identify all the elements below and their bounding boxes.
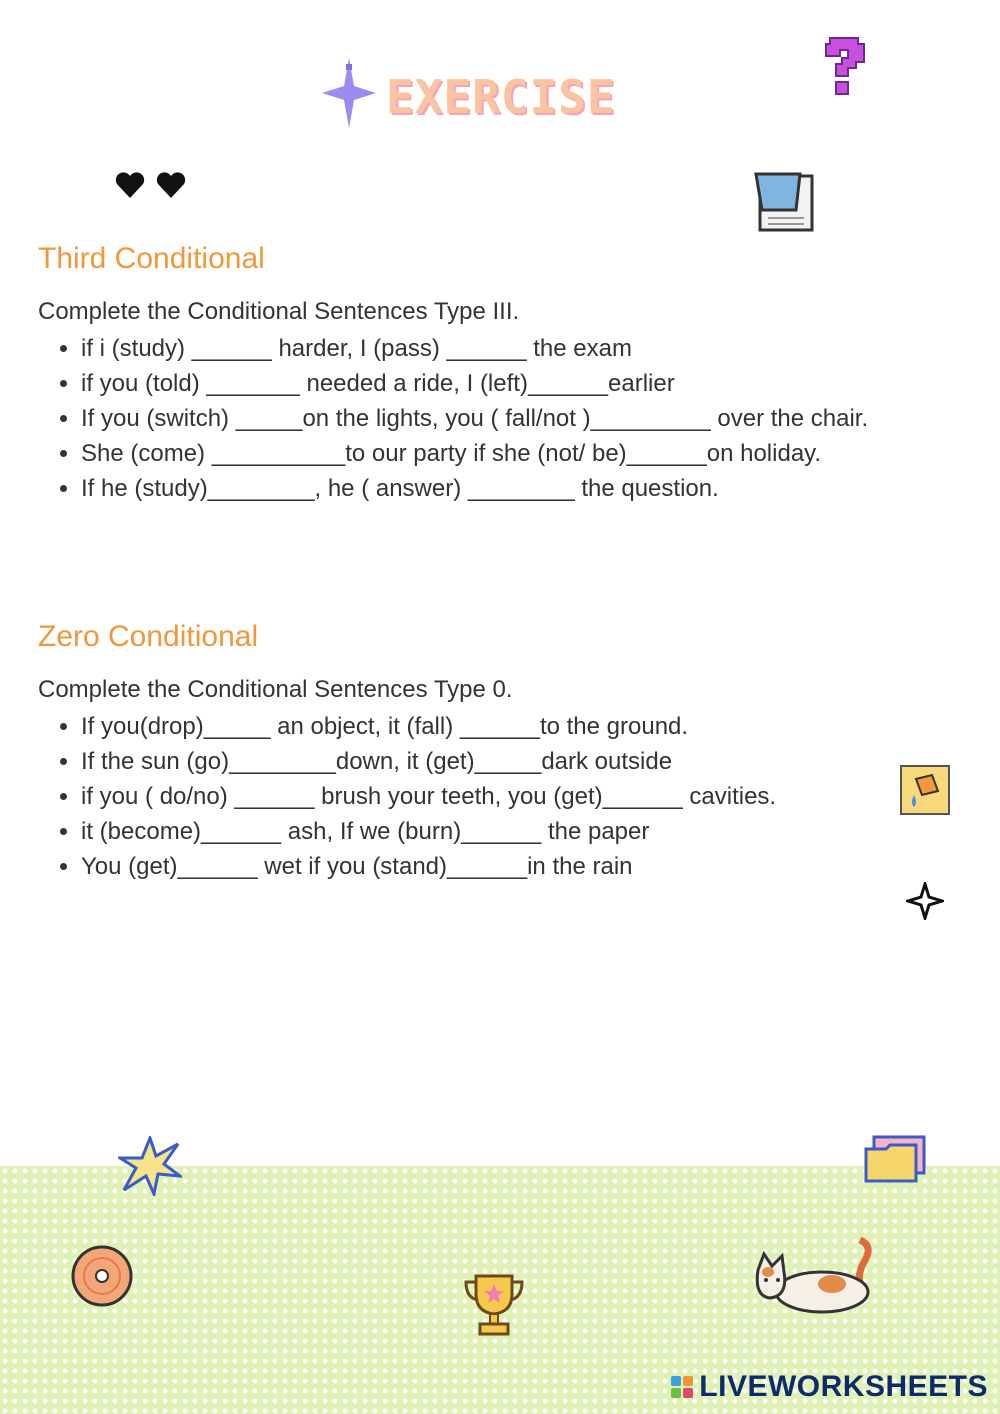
trophy-icon: [462, 1272, 526, 1338]
notepad-icon: [752, 170, 816, 234]
star-outline-icon: [906, 882, 944, 920]
exercise-list: [38, 331, 961, 506]
paint-bucket-icon: [900, 765, 950, 815]
section-instruction: Complete the Conditional Sentences Type III.: [38, 298, 520, 325]
list-item: • If he (study)________, he ( answer) ________ the question.: [81, 471, 961, 506]
section-title-third-conditional: Third Conditional: [38, 242, 265, 275]
page-title: EXERCISE: [386, 70, 616, 124]
list-item: • You (get)______ wet if you (stand)______in the rain: [81, 849, 961, 884]
sparkle-icon: [322, 58, 376, 128]
liveworksheets-logo-icon: [671, 1376, 693, 1398]
question-mark-icon: [816, 30, 872, 100]
brand-name: LIVEWORKSHEETS: [699, 1370, 988, 1403]
list-item: • If the sun (go)________down, it (get)_____dark outside: [81, 744, 961, 779]
list-item: • it (become)______ ash, If we (burn)______ the paper: [81, 814, 961, 849]
hearts-icon: [114, 170, 190, 200]
list-item: • If you (switch) _____on the lights, you ( fall/not )_________ over the chair.: [81, 401, 961, 436]
list-item: • if you ( do/no) ______ brush your teeth, you (get)______ cavities.: [81, 779, 961, 814]
section-title-zero-conditional: Zero Conditional: [38, 620, 259, 653]
list-item: • if i (study) ______ harder, I (pass) ______ the exam: [81, 331, 961, 366]
list-item: • She (come) __________to our party if she (not/ be)______on holiday.: [81, 436, 961, 471]
exercise-list: [38, 709, 961, 884]
list-item: • If you(drop)_____ an object, it (fall) ______to the ground.: [81, 709, 961, 744]
folder-icon: [864, 1135, 926, 1183]
liveworksheets-logo: [671, 1370, 988, 1404]
starburst-icon: [118, 1136, 182, 1196]
list-item: • if you (told) _______ needed a ride, I (left)______earlier: [81, 366, 961, 401]
cd-icon: [70, 1244, 134, 1308]
section-instruction: Complete the Conditional Sentences Type 0.: [38, 676, 513, 703]
cat-icon: [752, 1236, 876, 1316]
